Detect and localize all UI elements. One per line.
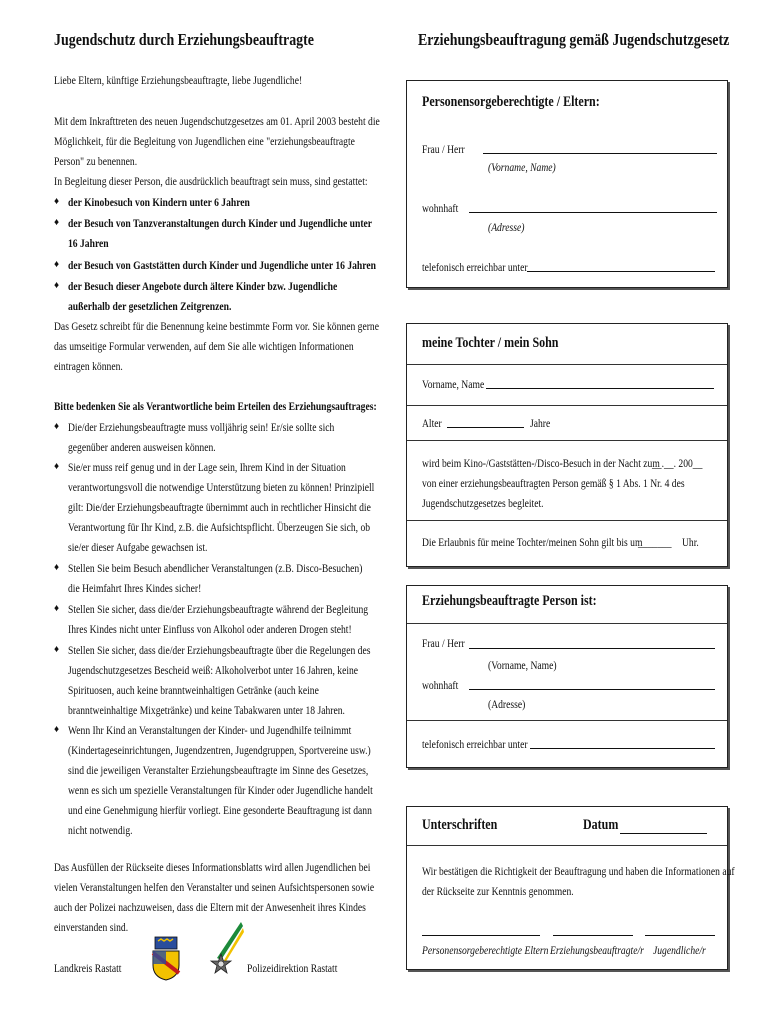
child-heading: meine Tochter / mein Sohn [422, 335, 559, 351]
permission-time-field[interactable]: _______ [638, 535, 672, 549]
allowed-item: der Besuch dieser Angebote durch ältere Kinder bzw. Jugendliche [68, 279, 338, 293]
child-age-label: Alter [422, 416, 442, 430]
consider-line: Wenn Ihr Kind an Veranstaltungen der Kinder- und Jugendhilfe teilnimmt [68, 723, 352, 737]
guardian-address-label: wohnhaft [422, 678, 459, 692]
consider-line: (Kindertageseinrichtungen, Jugendzentren, Jugendgruppen, Sportvereine usw.) [68, 743, 371, 757]
divider [407, 440, 727, 441]
bullet-icon: ♦ [54, 259, 60, 270]
signature-guardian-field[interactable] [553, 935, 633, 936]
visit-line: Jugendschutzgesetzes begleitet. [422, 496, 544, 510]
child-age-unit: Jahre [530, 416, 551, 430]
signature-parents-field[interactable] [422, 935, 540, 936]
guardian-heading: Erziehungsbeauftragte Person ist: [422, 593, 597, 609]
bullet-icon: ♦ [54, 603, 60, 614]
footer-landkreis: Landkreis Rastatt [54, 961, 122, 975]
divider [407, 623, 727, 624]
signatures-heading: Unterschriften [422, 817, 498, 833]
bullet-icon: ♦ [54, 196, 60, 207]
bullet-icon: ♦ [54, 217, 60, 228]
consider-line: sind die jeweiligen Veranstalter Erziehungsbeauftragte im Sinne des Gesetzes, [68, 763, 369, 777]
consider-line: Stellen Sie beim Besuch abendlicher Veranstaltungen (z.B. Disco-Besuchen) [68, 561, 363, 575]
parents-address-hint: (Adresse) [488, 220, 525, 234]
signature-parents-label: Personensorgeberechtigte Eltern [422, 943, 549, 957]
allowed-item: der Besuch von Gaststätten durch Kinder und Jugendliche unter 16 Jahren [68, 258, 376, 272]
closing-line: einverstanden sind. [54, 920, 129, 934]
parents-address-label: wohnhaft [422, 201, 459, 215]
child-name-field[interactable] [486, 388, 714, 389]
guardian-phone-label: telefonisch erreichbar unter [422, 737, 528, 751]
guardian-address-field[interactable] [469, 689, 715, 690]
bullet-icon: ♦ [54, 421, 60, 432]
bullet-icon: ♦ [54, 724, 60, 735]
bullet-icon: ♦ [54, 461, 60, 472]
closing-line: auch der Polizei nachzuweisen, dass die Eltern mit der Anwesenheit ihres Kindes [54, 900, 366, 914]
parents-phone-field[interactable] [527, 271, 715, 272]
coat-of-arms-icon [151, 935, 181, 981]
parents-address-field[interactable] [469, 212, 717, 213]
child-box [406, 323, 728, 567]
closing-line: vielen Veranstaltungen helfen den Veranstalter und seinen Aufsichtspersonen sowie [54, 880, 375, 894]
parents-phone-label: telefonisch erreichbar unter [422, 260, 528, 274]
guardian-name-hint: (Vorname, Name) [488, 658, 557, 672]
law-line: Das Gesetz schreibt für die Benennung keine bestimmte Form vor. Sie können gerne [54, 319, 379, 333]
divider [407, 520, 727, 521]
intro-line: In Begleitung dieser Person, die ausdrücklich beauftragt sein muss, sind gestattet: [54, 174, 368, 188]
allowed-item: der Besuch von Tanzveranstaltungen durch Kinder und Jugendliche unter [68, 216, 373, 230]
consider-line: Ihres Kindes nicht unter Einfluss von Alkohol oder anderen Drogen steht! [68, 622, 352, 636]
consider-line: branntweinhaltige Mixgetränke) und keine Tabakwaren unter 18 Jahren. [68, 703, 345, 717]
left-title: Jugendschutz durch Erziehungsbeauftragte [54, 30, 314, 49]
signature-guardian-label: Erziehungsbeauftragte/r [550, 943, 644, 957]
consider-line: Stellen Sie sicher, dass die/der Erziehungsbeauftragte während der Begleitung [68, 602, 369, 616]
greeting: Liebe Eltern, künftige Erziehungsbeauftragte, liebe Jugendliche! [54, 73, 303, 87]
divider [407, 845, 727, 846]
consider-line: sie/er dieser Aufgabe gewachsen ist. [68, 540, 208, 554]
allowed-item: 16 Jahren [68, 236, 109, 250]
consider-line: verantwortungsvoll die notwendige Unterstützung bieten zu können! Prinzipiell [68, 480, 375, 494]
parents-heading: Personensorgeberechtigte / Eltern: [422, 94, 600, 110]
guardian-phone-field[interactable] [530, 748, 715, 749]
parents-name-hint: (Vorname, Name) [488, 160, 556, 174]
police-star-icon [207, 920, 245, 976]
bullet-icon: ♦ [54, 644, 60, 655]
consider-heading: Bitte bedenken Sie als Verantwortliche beim Erteilen des Erziehungsauftrages: [54, 399, 377, 413]
divider [407, 364, 727, 365]
bullet-icon: ♦ [54, 280, 60, 291]
guardian-name-label: Frau / Herr [422, 636, 465, 650]
consider-line: die Heimfahrt Ihres Kindes sicher! [68, 581, 202, 595]
consider-line: gilt: Die/der Erziehungsbeauftragte übernimmt auch in rechtlicher Hinsicht die [68, 500, 371, 514]
law-line: eintragen können. [54, 359, 123, 373]
divider [407, 720, 727, 721]
allowed-item: außerhalb der gesetzlichen Zeitgrenzen. [68, 299, 232, 313]
permission-suffix: Uhr. [682, 535, 699, 549]
confirm-line: Wir bestätigen die Richtigkeit der Beauftragung und haben die Informationen auf [422, 864, 735, 878]
consider-line: Spirituosen, auch keine branntweinhaltigen Getränke (auch keine [68, 683, 319, 697]
consider-line: Sie/er muss reif genug und in der Lage sein, Ihrem Kind in der Situation [68, 460, 346, 474]
allowed-item: der Kinobesuch von Kindern unter 6 Jahren [68, 195, 250, 209]
signature-youth-field[interactable] [645, 935, 715, 936]
law-line: das umseitige Formular verwenden, auf dem Sie alle wichtigen Informationen [54, 339, 354, 353]
child-age-field[interactable] [447, 427, 524, 428]
footer-polizei: Polizeidirektion Rastatt [247, 961, 338, 975]
consider-line: und eine Genehmigung hierfür vorliegt. Eine gesonderte Beauftragung ist dann [68, 803, 372, 817]
intro-line: Person" zu benennen. [54, 154, 138, 168]
guardian-name-field[interactable] [469, 648, 715, 649]
right-title: Erziehungsbeauftragung gemäß Jugendschutzgesetz [418, 30, 730, 49]
parents-name-label: Frau / Herr [422, 142, 465, 156]
parents-name-field[interactable] [483, 153, 717, 154]
consider-line: Jugendschutzgesetzes Bescheid weiß: Alkoholverbot unter 16 Jahren, keine [68, 663, 359, 677]
divider [407, 405, 727, 406]
signature-youth-label: Jugendliche/r [653, 943, 706, 957]
consider-line: Die/der Erziehungsbeauftragte muss volljährig sein! Er/sie sollte sich [68, 420, 335, 434]
visit-line: wird beim Kino-/Gaststätten-/Disco-Besuch in der Nacht zum [422, 456, 660, 470]
intro-line: Möglichkeit, für die Begleitung von Jugendlichen eine "erziehungsbeauftragte [54, 134, 355, 148]
date-label: Datum [583, 817, 619, 833]
consider-line: gegenüber anderen ausweisen können. [68, 440, 216, 454]
consider-line: Verantwortung für Ihr Kind, z.B. die Aufsichtspflicht. Überzeugen Sie sich, ob [68, 520, 371, 534]
child-name-label: Vorname, Name [422, 377, 485, 391]
permission-text: Die Erlaubnis für meine Tochter/meinen Sohn gilt bis um [422, 535, 643, 549]
bullet-icon: ♦ [54, 562, 60, 573]
visit-line: von einer erziehungsbeauftragten Person gemäß § 1 Abs. 1 Nr. 4 des [422, 476, 685, 490]
intro-line: Mit dem Inkrafttreten des neuen Jugendschutzgesetzes am 01. April 2003 besteht die [54, 114, 380, 128]
consider-line: wenn es sich um spezielle Veranstaltungen für Kinder oder Jugendliche handelt [68, 783, 373, 797]
visit-date-field[interactable]: __.__. 200__ [652, 456, 703, 470]
consider-line: Stellen Sie sicher, dass die/der Erziehungsbeauftragte über die Regelungen des [68, 643, 371, 657]
closing-line: Das Ausfüllen der Rückseite dieses Informationsblatts wird allen Jugendlichen bei [54, 860, 371, 874]
consider-line: nicht notwendig. [68, 823, 133, 837]
confirm-line: der Rückseite zur Kenntnis genommen. [422, 884, 574, 898]
guardian-address-hint: (Adresse) [488, 697, 526, 711]
date-field[interactable] [620, 833, 707, 834]
